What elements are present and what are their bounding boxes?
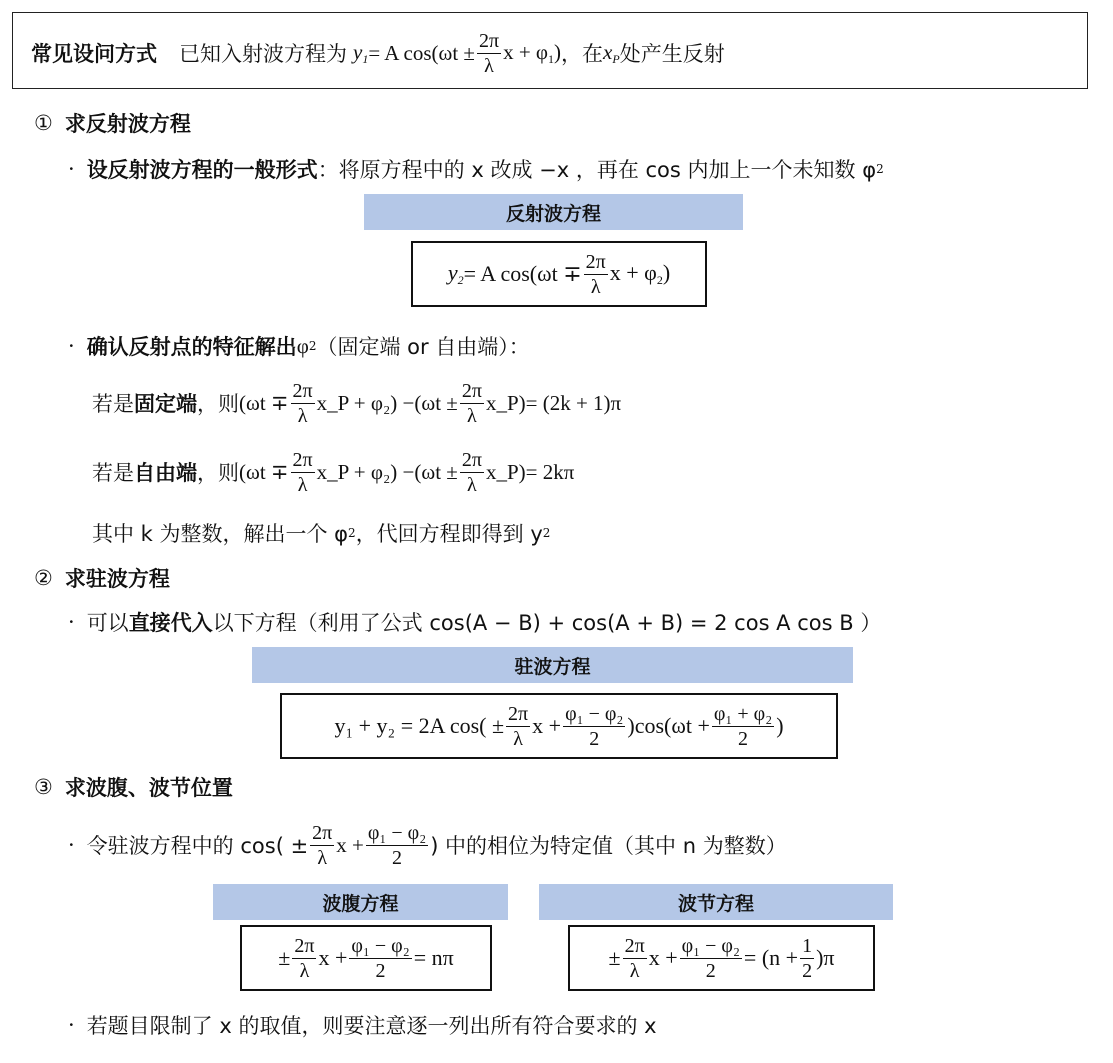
header-eq-post: $x + \varphi_1$)	[503, 39, 562, 66]
header-eq-mid: = A cos(ωt ±	[368, 40, 475, 65]
s3-mid: x +	[336, 832, 364, 857]
eq-y2: $y_2$	[447, 260, 464, 287]
node-equation-box	[568, 925, 875, 991]
s3-frac-1: $\frac{2\pi}{\lambda}$	[312, 821, 333, 869]
s2-bold: 直接代入	[128, 611, 213, 635]
an-end: = nπ	[413, 945, 454, 970]
header-text: 已知入射波方程为	[179, 42, 347, 66]
fixed-frac-1: $\frac{2\pi}{\lambda}$	[292, 379, 313, 427]
header-xp: $x_P$	[603, 39, 620, 66]
section-1-number: ①	[34, 110, 53, 135]
s2-pre: 可以	[86, 611, 129, 635]
section-2-bullet	[68, 607, 881, 637]
free-result: = 2kπ	[525, 459, 575, 484]
bullet-dot: ·	[68, 334, 75, 358]
nd-frac-1: $\frac{2\pi}{\lambda}$	[624, 934, 645, 982]
note-sub: 2	[348, 526, 356, 540]
s3-pre: 令驻波方程中的 cos( ±	[86, 834, 309, 858]
an-frac-2: $\frac{\text{φ₁ − φ₂}}{2}$	[351, 934, 410, 982]
fixed-mid: ，则	[197, 392, 239, 416]
s3-bullet-2-text: 若题目限制了 x 的取值，则要注意逐一列出所有符合要求的 x	[86, 1014, 657, 1038]
nd-pm: ±	[608, 945, 621, 970]
fixed-frac-2: $\frac{2\pi}{\lambda}$	[461, 379, 482, 427]
bullet-dot: ·	[68, 1013, 75, 1037]
bullet-2-phi: φ	[296, 333, 309, 358]
bullet-dot: ·	[68, 610, 75, 634]
eq-post: $x + \varphi_2$)	[609, 260, 671, 287]
antinode-banner: 波腹方程	[213, 884, 508, 920]
section-3-bullet-2	[68, 1010, 657, 1040]
eq-mid: = A cos(ωt ∓	[463, 261, 582, 286]
reflected-wave-banner: 反射波方程	[364, 194, 743, 230]
fixed-wt: (ωt ∓	[239, 390, 289, 415]
free-frac-2: $\frac{2\pi}{\lambda}$	[461, 448, 482, 496]
section-2-title: 求驻波方程	[64, 567, 170, 591]
standing-wave-equation-box	[280, 693, 838, 759]
free-wt: (ωt ∓	[239, 459, 289, 484]
header-text-post: ，在	[561, 42, 604, 66]
sw-mid: x +	[532, 713, 562, 738]
reflected-wave-equation-box	[411, 241, 707, 307]
section-3-heading	[34, 772, 233, 802]
sw-end: )	[776, 713, 784, 738]
nd-end-post: )π	[816, 945, 835, 970]
section-1-title: 求反射波方程	[64, 112, 191, 136]
bullet-2-sub: 2	[308, 339, 317, 353]
free-bold: 自由端	[134, 461, 197, 485]
section-1-bullet-2	[68, 331, 530, 361]
fixed-bold: 固定端	[134, 392, 197, 416]
section-2-heading	[34, 563, 170, 593]
note-tail-sub: 2	[542, 526, 551, 540]
eq-fraction: $\frac{2\pi}{\lambda}$	[585, 250, 606, 298]
free-xp-2: x_P)	[485, 459, 526, 484]
fixed-xp: x_P + φ₂) −	[316, 390, 415, 415]
fixed-pre: 若是	[92, 392, 134, 416]
fixed-result: = (2k + 1)π	[525, 390, 622, 415]
free-xp: x_P + φ₂) −	[316, 459, 415, 484]
bullet-1-text: ：将原方程中的 x 改成 −x ，再在 cos 内加上一个未知数 φ	[317, 158, 877, 182]
section-3-number: ③	[34, 774, 53, 799]
integer-note	[92, 518, 550, 548]
bullet-1-bold: 设反射波方程的一般形式	[86, 158, 318, 182]
sw-frac-2: $\frac{\text{φ₁ − φ₂}}{2}$	[565, 702, 624, 750]
header-fraction: $\frac{2\pi}{\lambda}$	[478, 29, 500, 77]
free-wt-2: (ωt ±	[414, 459, 458, 484]
s3-post: ) 中的相位为特定值（其中 n 为整数）	[430, 834, 787, 858]
header-title: 常见设问方式	[31, 42, 157, 66]
an-mid: x +	[318, 945, 348, 970]
nd-frac-half: $\frac{1}{2}$	[802, 934, 813, 982]
fixed-end-line	[92, 373, 621, 433]
note-tail: ，代回方程即得到 y	[355, 522, 543, 546]
nd-end-pre: = (n +	[743, 945, 799, 970]
sw-lhs: y₁ + y₂ = 2A cos( ±	[334, 713, 505, 738]
bullet-2-tail: （固定端 or 自由端）：	[316, 335, 530, 359]
fixed-xp-2: x_P)	[485, 390, 526, 415]
note-text: 其中 k 为整数，解出一个 φ	[92, 522, 349, 546]
section-1-heading	[34, 108, 191, 138]
nd-mid: x +	[648, 945, 678, 970]
node-banner: 波节方程	[539, 884, 893, 920]
section-3-title: 求波腹、波节位置	[64, 776, 233, 800]
bullet-dot: ·	[68, 157, 75, 181]
section-3-bullet-1	[68, 816, 787, 874]
free-end-line	[92, 442, 574, 502]
question-header-box	[12, 12, 1088, 89]
antinode-equation-box	[240, 925, 492, 991]
bullet-1-sub: 2	[876, 162, 884, 176]
section-1-bullet-1	[68, 154, 884, 184]
fixed-wt-2: (ωt ±	[414, 390, 458, 415]
sw-mid-2: )cos(ωt +	[627, 713, 710, 738]
bullet-2-bold: 确认反射点的特征解出	[86, 335, 297, 359]
section-2-number: ②	[34, 565, 53, 590]
header-line	[31, 31, 725, 75]
s3-frac-2: $\frac{\text{φ₁ − φ₂}}{2}$	[367, 821, 427, 869]
header-text-end: 处产生反射	[619, 42, 725, 66]
free-frac-1: $\frac{2\pi}{\lambda}$	[292, 448, 313, 496]
sw-frac-1: $\frac{2\pi}{\lambda}$	[508, 702, 529, 750]
header-y1: $y_1$	[353, 39, 369, 66]
nd-frac-2: $\frac{\text{φ₁ − φ₂}}{2}$	[681, 934, 740, 982]
free-pre: 若是	[92, 461, 134, 485]
free-mid: ，则	[197, 461, 239, 485]
standing-wave-banner: 驻波方程	[252, 647, 853, 683]
sw-frac-3: $\frac{\text{φ₁ + φ₂}}{2}$	[713, 702, 773, 750]
s2-text: 以下方程（利用了公式 cos(A − B) + cos(A + B) = 2 cos A cos B ）	[212, 611, 882, 635]
an-pm: ±	[278, 945, 291, 970]
an-frac-1: $\frac{2\pi}{\lambda}$	[294, 934, 315, 982]
bullet-dot: ·	[68, 833, 75, 857]
